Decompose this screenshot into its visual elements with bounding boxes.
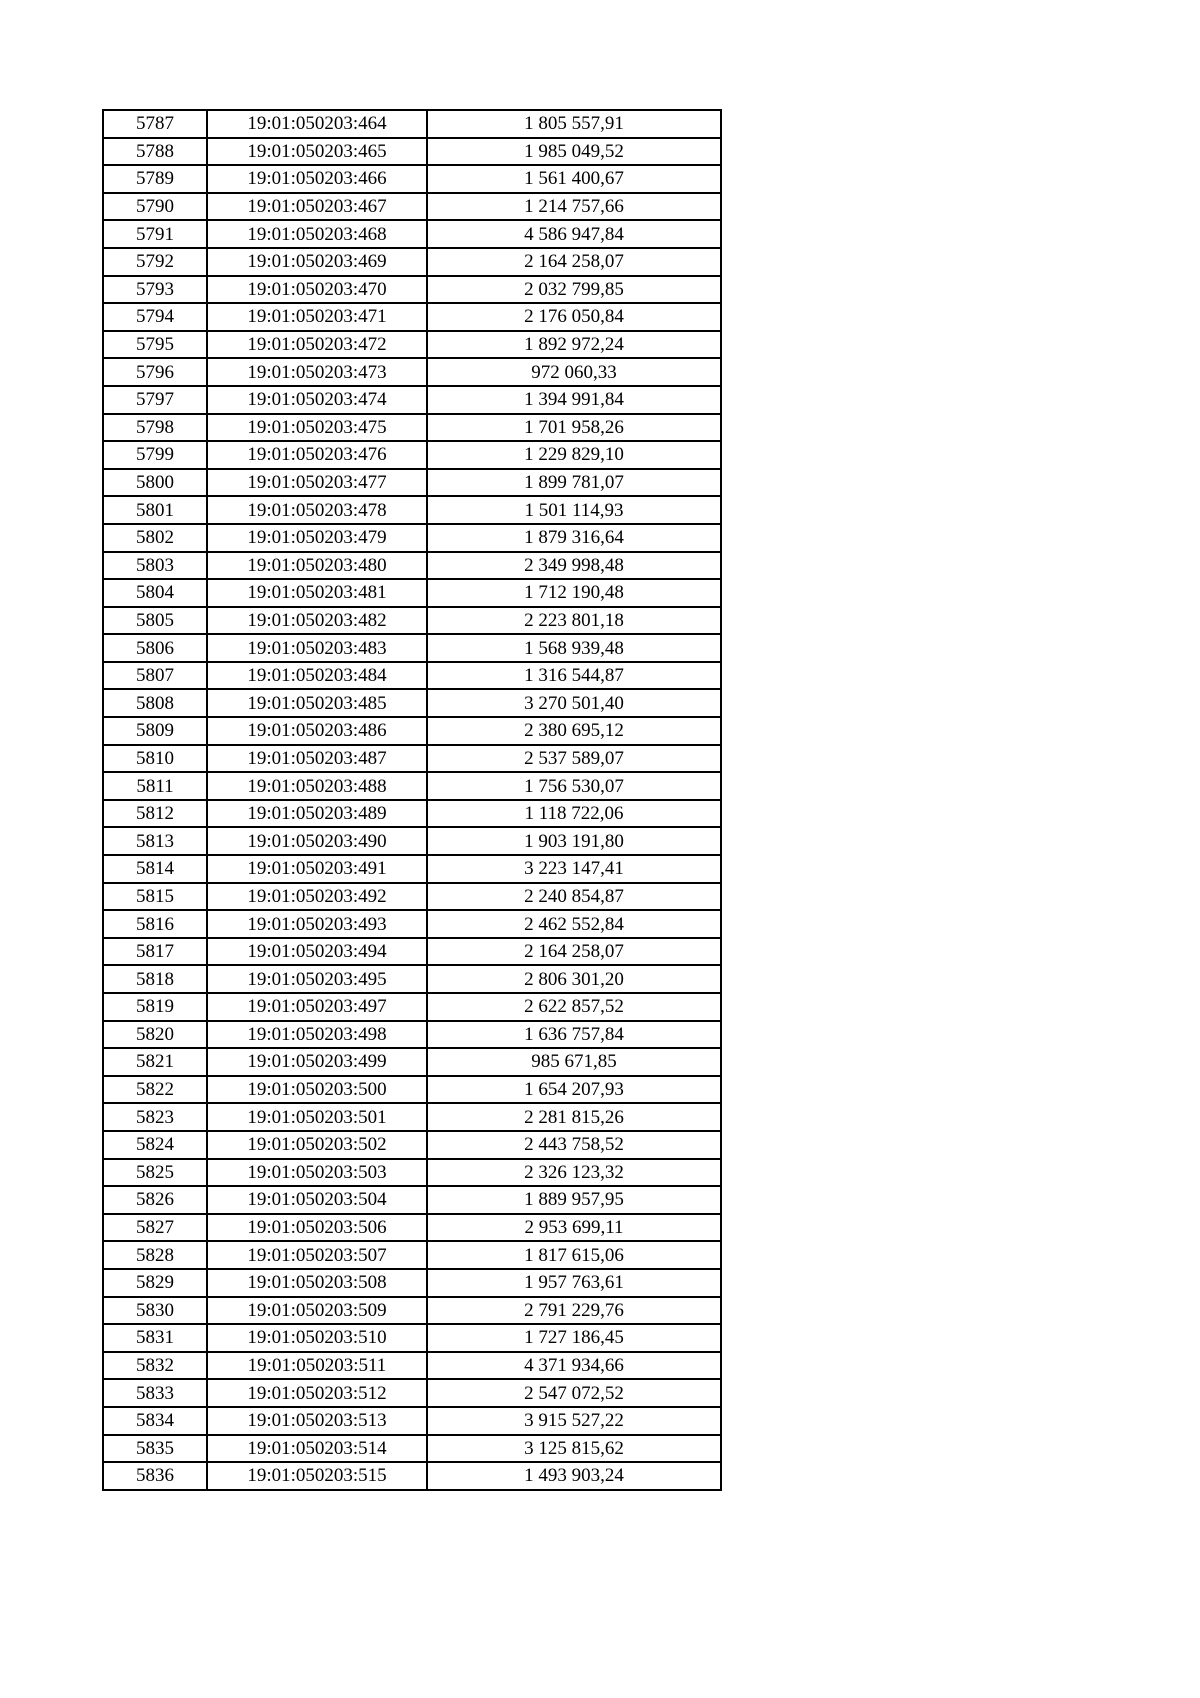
cadastral-value-cell: 1 889 957,95 [427, 1186, 721, 1214]
cadastral-value-cell: 2 622 857,52 [427, 993, 721, 1021]
cadastral-value-cell: 1 493 903,24 [427, 1462, 721, 1490]
cadastral-number-cell: 19:01:050203:475 [207, 414, 427, 442]
row-number-cell: 5827 [103, 1214, 207, 1242]
table-row [103, 1352, 721, 1380]
table-row [103, 138, 721, 166]
row-number-cell: 5803 [103, 552, 207, 580]
table-row [103, 607, 721, 635]
row-number-cell: 5817 [103, 938, 207, 966]
cadastral-value-cell: 3 270 501,40 [427, 689, 721, 717]
row-number-cell: 5819 [103, 993, 207, 1021]
cadastral-value-cell: 2 380 695,12 [427, 717, 721, 745]
row-number-cell: 5788 [103, 138, 207, 166]
cadastral-value-cell: 1 727 186,45 [427, 1324, 721, 1352]
row-number-cell: 5795 [103, 331, 207, 359]
cadastral-value-cell: 2 349 998,48 [427, 552, 721, 580]
row-number-cell: 5799 [103, 441, 207, 469]
table-row [103, 1048, 721, 1076]
table-row [103, 772, 721, 800]
cadastral-number-cell: 19:01:050203:492 [207, 883, 427, 911]
cadastral-number-cell: 19:01:050203:506 [207, 1214, 427, 1242]
row-number-cell: 5818 [103, 965, 207, 993]
cadastral-value-cell: 1 229 829,10 [427, 441, 721, 469]
table-row [103, 193, 721, 221]
cadastral-value-cell: 4 586 947,84 [427, 220, 721, 248]
table-row [103, 303, 721, 331]
cadastral-number-cell: 19:01:050203:481 [207, 579, 427, 607]
cadastral-value-cell: 1 879 316,64 [427, 524, 721, 552]
row-number-cell: 5833 [103, 1379, 207, 1407]
cadastral-number-cell: 19:01:050203:482 [207, 607, 427, 635]
table-row [103, 855, 721, 883]
table-row [103, 1379, 721, 1407]
table-row [103, 689, 721, 717]
table-row [103, 331, 721, 359]
table-row [103, 717, 721, 745]
table-row [103, 386, 721, 414]
table-row [103, 634, 721, 662]
cadastral-number-cell: 19:01:050203:494 [207, 938, 427, 966]
cadastral-number-cell: 19:01:050203:480 [207, 552, 427, 580]
row-number-cell: 5798 [103, 414, 207, 442]
cadastral-value-cell: 3 125 815,62 [427, 1435, 721, 1463]
cadastral-value-cell: 1 654 207,93 [427, 1076, 721, 1104]
row-number-cell: 5825 [103, 1159, 207, 1187]
cadastral-number-cell: 19:01:050203:476 [207, 441, 427, 469]
row-number-cell: 5821 [103, 1048, 207, 1076]
table-row [103, 276, 721, 304]
table-row [103, 910, 721, 938]
cadastral-number-cell: 19:01:050203:483 [207, 634, 427, 662]
table-row [103, 883, 721, 911]
cadastral-number-cell: 19:01:050203:468 [207, 220, 427, 248]
cadastral-value-cell: 1 805 557,91 [427, 110, 721, 138]
cadastral-value-cell: 1 394 991,84 [427, 386, 721, 414]
table-row [103, 1407, 721, 1435]
row-number-cell: 5790 [103, 193, 207, 221]
cadastral-value-cell: 2 326 123,32 [427, 1159, 721, 1187]
table-row [103, 1324, 721, 1352]
table-row [103, 745, 721, 773]
table-row [103, 1269, 721, 1297]
row-number-cell: 5829 [103, 1269, 207, 1297]
cadastral-value-cell: 1 118 722,06 [427, 800, 721, 828]
cadastral-value-cell: 1 568 939,48 [427, 634, 721, 662]
cadastral-value-cell: 1 892 972,24 [427, 331, 721, 359]
cadastral-number-cell: 19:01:050203:487 [207, 745, 427, 773]
table-row [103, 1131, 721, 1159]
row-number-cell: 5797 [103, 386, 207, 414]
cadastral-value-cell: 3 223 147,41 [427, 855, 721, 883]
row-number-cell: 5834 [103, 1407, 207, 1435]
cadastral-value-cell: 1 501 114,93 [427, 496, 721, 524]
cadastral-value-cell: 2 537 589,07 [427, 745, 721, 773]
cadastral-value-cell: 2 462 552,84 [427, 910, 721, 938]
cadastral-number-cell: 19:01:050203:489 [207, 800, 427, 828]
row-number-cell: 5792 [103, 248, 207, 276]
cadastral-value-cell: 2 240 854,87 [427, 883, 721, 911]
cadastral-number-cell: 19:01:050203:473 [207, 358, 427, 386]
cadastral-number-cell: 19:01:050203:503 [207, 1159, 427, 1187]
row-number-cell: 5812 [103, 800, 207, 828]
row-number-cell: 5831 [103, 1324, 207, 1352]
table-row [103, 496, 721, 524]
cadastral-number-cell: 19:01:050203:493 [207, 910, 427, 938]
cadastral-number-cell: 19:01:050203:470 [207, 276, 427, 304]
cadastral-value-cell: 2 176 050,84 [427, 303, 721, 331]
cadastral-number-cell: 19:01:050203:464 [207, 110, 427, 138]
table-row [103, 938, 721, 966]
cadastral-number-cell: 19:01:050203:477 [207, 469, 427, 497]
row-number-cell: 5791 [103, 220, 207, 248]
cadastral-value-cell: 2 547 072,52 [427, 1379, 721, 1407]
row-number-cell: 5826 [103, 1186, 207, 1214]
row-number-cell: 5789 [103, 165, 207, 193]
row-number-cell: 5813 [103, 827, 207, 855]
row-number-cell: 5811 [103, 772, 207, 800]
cadastral-number-cell: 19:01:050203:472 [207, 331, 427, 359]
table-row [103, 1076, 721, 1104]
cadastral-number-cell: 19:01:050203:495 [207, 965, 427, 993]
cadastral-value-cell: 1 316 544,87 [427, 662, 721, 690]
row-number-cell: 5816 [103, 910, 207, 938]
cadastral-number-cell: 19:01:050203:502 [207, 1131, 427, 1159]
cadastral-number-cell: 19:01:050203:501 [207, 1103, 427, 1131]
table-row [103, 800, 721, 828]
cadastral-value-cell: 1 636 757,84 [427, 1021, 721, 1049]
cadastral-number-cell: 19:01:050203:486 [207, 717, 427, 745]
row-number-cell: 5808 [103, 689, 207, 717]
cadastral-number-cell: 19:01:050203:467 [207, 193, 427, 221]
table-row [103, 414, 721, 442]
row-number-cell: 5801 [103, 496, 207, 524]
row-number-cell: 5828 [103, 1241, 207, 1269]
cadastral-value-cell: 3 915 527,22 [427, 1407, 721, 1435]
cadastral-number-cell: 19:01:050203:507 [207, 1241, 427, 1269]
row-number-cell: 5822 [103, 1076, 207, 1104]
row-number-cell: 5794 [103, 303, 207, 331]
cadastral-value-cell: 1 957 763,61 [427, 1269, 721, 1297]
cadastral-number-cell: 19:01:050203:485 [207, 689, 427, 717]
cadastral-number-cell: 19:01:050203:515 [207, 1462, 427, 1490]
cadastral-value-cell: 1 701 958,26 [427, 414, 721, 442]
row-number-cell: 5814 [103, 855, 207, 883]
cadastral-value-cell: 2 791 229,76 [427, 1297, 721, 1325]
table-row [103, 524, 721, 552]
row-number-cell: 5804 [103, 579, 207, 607]
table-row [103, 110, 721, 138]
row-number-cell: 5800 [103, 469, 207, 497]
table-row [103, 579, 721, 607]
cadastral-value-table [102, 109, 722, 1491]
cadastral-number-cell: 19:01:050203:474 [207, 386, 427, 414]
cadastral-value-cell: 985 671,85 [427, 1048, 721, 1076]
cadastral-value-cell: 2 953 699,11 [427, 1214, 721, 1242]
row-number-cell: 5806 [103, 634, 207, 662]
table-row [103, 827, 721, 855]
cadastral-value-cell: 2 223 801,18 [427, 607, 721, 635]
cadastral-value-cell: 1 899 781,07 [427, 469, 721, 497]
table-row [103, 1214, 721, 1242]
cadastral-number-cell: 19:01:050203:471 [207, 303, 427, 331]
cadastral-value-cell: 1 817 615,06 [427, 1241, 721, 1269]
row-number-cell: 5823 [103, 1103, 207, 1131]
row-number-cell: 5805 [103, 607, 207, 635]
table-row [103, 1435, 721, 1463]
row-number-cell: 5809 [103, 717, 207, 745]
table-body [103, 110, 721, 1490]
cadastral-number-cell: 19:01:050203:500 [207, 1076, 427, 1104]
cadastral-value-cell: 2 164 258,07 [427, 938, 721, 966]
cadastral-value-cell: 2 164 258,07 [427, 248, 721, 276]
row-number-cell: 5835 [103, 1435, 207, 1463]
table-row [103, 1103, 721, 1131]
cadastral-number-cell: 19:01:050203:491 [207, 855, 427, 883]
cadastral-value-cell: 1 903 191,80 [427, 827, 721, 855]
cadastral-value-cell: 1 756 530,07 [427, 772, 721, 800]
table-row [103, 662, 721, 690]
row-number-cell: 5787 [103, 110, 207, 138]
table-row [103, 1159, 721, 1187]
row-number-cell: 5807 [103, 662, 207, 690]
table-row [103, 358, 721, 386]
cadastral-number-cell: 19:01:050203:511 [207, 1352, 427, 1380]
table-row [103, 1241, 721, 1269]
cadastral-value-cell: 1 712 190,48 [427, 579, 721, 607]
cadastral-number-cell: 19:01:050203:498 [207, 1021, 427, 1049]
table-row [103, 1462, 721, 1490]
cadastral-value-cell: 1 561 400,67 [427, 165, 721, 193]
row-number-cell: 5815 [103, 883, 207, 911]
table-row [103, 248, 721, 276]
cadastral-number-cell: 19:01:050203:484 [207, 662, 427, 690]
cadastral-value-cell: 2 806 301,20 [427, 965, 721, 993]
cadastral-number-cell: 19:01:050203:514 [207, 1435, 427, 1463]
cadastral-number-cell: 19:01:050203:499 [207, 1048, 427, 1076]
table-row [103, 1297, 721, 1325]
row-number-cell: 5836 [103, 1462, 207, 1490]
table-row [103, 1186, 721, 1214]
row-number-cell: 5832 [103, 1352, 207, 1380]
table-row [103, 220, 721, 248]
cadastral-value-cell: 2 281 815,26 [427, 1103, 721, 1131]
row-number-cell: 5793 [103, 276, 207, 304]
cadastral-number-cell: 19:01:050203:466 [207, 165, 427, 193]
row-number-cell: 5796 [103, 358, 207, 386]
cadastral-value-cell: 1 985 049,52 [427, 138, 721, 166]
table-row [103, 965, 721, 993]
cadastral-number-cell: 19:01:050203:479 [207, 524, 427, 552]
row-number-cell: 5820 [103, 1021, 207, 1049]
cadastral-number-cell: 19:01:050203:510 [207, 1324, 427, 1352]
cadastral-number-cell: 19:01:050203:465 [207, 138, 427, 166]
table-row [103, 469, 721, 497]
cadastral-value-cell: 2 443 758,52 [427, 1131, 721, 1159]
cadastral-number-cell: 19:01:050203:513 [207, 1407, 427, 1435]
cadastral-value-cell: 2 032 799,85 [427, 276, 721, 304]
cadastral-number-cell: 19:01:050203:509 [207, 1297, 427, 1325]
cadastral-number-cell: 19:01:050203:512 [207, 1379, 427, 1407]
cadastral-value-cell: 972 060,33 [427, 358, 721, 386]
table-row [103, 993, 721, 1021]
cadastral-number-cell: 19:01:050203:469 [207, 248, 427, 276]
table-row [103, 552, 721, 580]
table-row [103, 441, 721, 469]
row-number-cell: 5810 [103, 745, 207, 773]
table-row [103, 165, 721, 193]
cadastral-number-cell: 19:01:050203:478 [207, 496, 427, 524]
cadastral-value-cell: 1 214 757,66 [427, 193, 721, 221]
cadastral-number-cell: 19:01:050203:490 [207, 827, 427, 855]
table-row [103, 1021, 721, 1049]
cadastral-number-cell: 19:01:050203:497 [207, 993, 427, 1021]
row-number-cell: 5802 [103, 524, 207, 552]
cadastral-number-cell: 19:01:050203:504 [207, 1186, 427, 1214]
cadastral-number-cell: 19:01:050203:508 [207, 1269, 427, 1297]
cadastral-number-cell: 19:01:050203:488 [207, 772, 427, 800]
cadastral-value-cell: 4 371 934,66 [427, 1352, 721, 1380]
row-number-cell: 5830 [103, 1297, 207, 1325]
row-number-cell: 5824 [103, 1131, 207, 1159]
